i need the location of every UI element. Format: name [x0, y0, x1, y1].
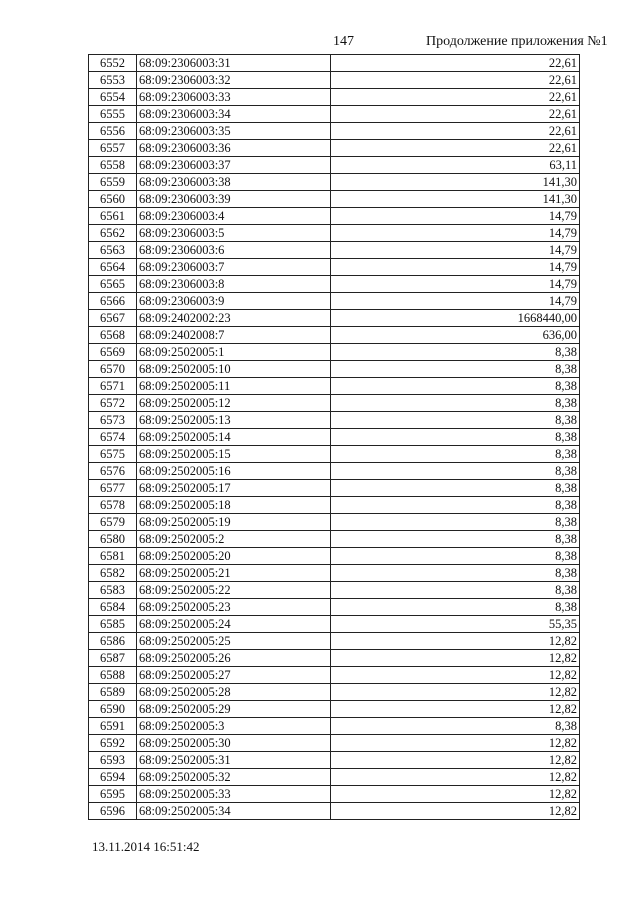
table-row — [89, 684, 580, 701]
cadastral-number-cell: 68:09:2502005:13 — [137, 412, 331, 429]
table-row — [89, 344, 580, 361]
row-number-cell: 6589 — [89, 684, 137, 701]
table-row — [89, 803, 580, 820]
value-cell: 8,38 — [331, 718, 580, 735]
row-number-cell: 6557 — [89, 140, 137, 157]
row-number-cell: 6585 — [89, 616, 137, 633]
value-cell: 14,79 — [331, 293, 580, 310]
table-row — [89, 395, 580, 412]
table-row — [89, 327, 580, 344]
value-cell: 12,82 — [331, 667, 580, 684]
row-number-cell: 6574 — [89, 429, 137, 446]
cadastral-number-cell: 68:09:2502005:19 — [137, 514, 331, 531]
cadastral-number-cell: 68:09:2502005:26 — [137, 650, 331, 667]
value-cell: 22,61 — [331, 106, 580, 123]
table-row — [89, 157, 580, 174]
table-row — [89, 769, 580, 786]
cadastral-number-cell: 68:09:2306003:36 — [137, 140, 331, 157]
row-number-cell: 6579 — [89, 514, 137, 531]
row-number-cell: 6569 — [89, 344, 137, 361]
table-row — [89, 786, 580, 803]
continuation-label: Продолжение приложения №1 — [426, 34, 608, 49]
row-number-cell: 6570 — [89, 361, 137, 378]
value-cell: 8,38 — [331, 446, 580, 463]
page-number: 147 — [333, 34, 354, 49]
value-cell: 8,38 — [331, 412, 580, 429]
print-timestamp: 13.11.2014 16:51:42 — [92, 839, 200, 854]
cadastral-number-cell: 68:09:2502005:29 — [137, 701, 331, 718]
cadastral-number-cell: 68:09:2502005:20 — [137, 548, 331, 565]
value-cell: 8,38 — [331, 463, 580, 480]
row-number-cell: 6594 — [89, 769, 137, 786]
value-cell: 12,82 — [331, 752, 580, 769]
table-row — [89, 752, 580, 769]
value-cell: 8,38 — [331, 429, 580, 446]
row-number-cell: 6560 — [89, 191, 137, 208]
value-cell: 14,79 — [331, 208, 580, 225]
cadastral-number-cell: 68:09:2502005:14 — [137, 429, 331, 446]
table-row — [89, 514, 580, 531]
row-number-cell: 6559 — [89, 174, 137, 191]
cadastral-number-cell: 68:09:2306003:33 — [137, 89, 331, 106]
row-number-cell: 6573 — [89, 412, 137, 429]
table-row — [89, 55, 580, 72]
cadastral-number-cell: 68:09:2306003:6 — [137, 242, 331, 259]
value-cell: 22,61 — [331, 72, 580, 89]
row-number-cell: 6568 — [89, 327, 137, 344]
cadastral-number-cell: 68:09:2306003:35 — [137, 123, 331, 140]
cadastral-number-cell: 68:09:2402002:23 — [137, 310, 331, 327]
cadastral-number-cell: 68:09:2502005:16 — [137, 463, 331, 480]
table-row — [89, 293, 580, 310]
table-row — [89, 191, 580, 208]
table-row — [89, 480, 580, 497]
table-row — [89, 72, 580, 89]
value-cell: 8,38 — [331, 378, 580, 395]
value-cell: 12,82 — [331, 786, 580, 803]
value-cell: 8,38 — [331, 344, 580, 361]
row-number-cell: 6582 — [89, 565, 137, 582]
row-number-cell: 6565 — [89, 276, 137, 293]
table-row — [89, 225, 580, 242]
row-number-cell: 6566 — [89, 293, 137, 310]
row-number-cell: 6576 — [89, 463, 137, 480]
row-number-cell: 6584 — [89, 599, 137, 616]
row-number-cell: 6563 — [89, 242, 137, 259]
row-number-cell: 6587 — [89, 650, 137, 667]
table-row — [89, 242, 580, 259]
row-number-cell: 6592 — [89, 735, 137, 752]
row-number-cell: 6581 — [89, 548, 137, 565]
table-row — [89, 701, 580, 718]
value-cell: 1668440,00 — [331, 310, 580, 327]
value-cell: 8,38 — [331, 361, 580, 378]
table-row — [89, 123, 580, 140]
cadastral-number-cell: 68:09:2502005:11 — [137, 378, 331, 395]
value-cell: 8,38 — [331, 599, 580, 616]
value-cell: 22,61 — [331, 55, 580, 72]
value-cell: 141,30 — [331, 174, 580, 191]
value-cell: 12,82 — [331, 684, 580, 701]
cadastral-number-cell: 68:09:2306003:34 — [137, 106, 331, 123]
table-row — [89, 310, 580, 327]
row-number-cell: 6595 — [89, 786, 137, 803]
cadastral-number-cell: 68:09:2502005:3 — [137, 718, 331, 735]
row-number-cell: 6577 — [89, 480, 137, 497]
value-cell: 14,79 — [331, 276, 580, 293]
cadastral-number-cell: 68:09:2306003:7 — [137, 259, 331, 276]
table-row — [89, 412, 580, 429]
value-cell: 8,38 — [331, 548, 580, 565]
row-number-cell: 6575 — [89, 446, 137, 463]
value-cell: 12,82 — [331, 735, 580, 752]
table-row — [89, 463, 580, 480]
cadastral-number-cell: 68:09:2502005:1 — [137, 344, 331, 361]
cadastral-number-cell: 68:09:2502005:22 — [137, 582, 331, 599]
value-cell: 141,30 — [331, 191, 580, 208]
cadastral-number-cell: 68:09:2402008:7 — [137, 327, 331, 344]
cadastral-number-cell: 68:09:2306003:4 — [137, 208, 331, 225]
table-row — [89, 735, 580, 752]
cadastral-number-cell: 68:09:2502005:25 — [137, 633, 331, 650]
row-number-cell: 6558 — [89, 157, 137, 174]
table-row — [89, 89, 580, 106]
cadastral-number-cell: 68:09:2502005:12 — [137, 395, 331, 412]
value-cell: 22,61 — [331, 140, 580, 157]
row-number-cell: 6554 — [89, 89, 137, 106]
row-number-cell: 6553 — [89, 72, 137, 89]
table-row — [89, 718, 580, 735]
value-cell: 8,38 — [331, 480, 580, 497]
row-number-cell: 6552 — [89, 55, 137, 72]
table-row — [89, 650, 580, 667]
value-cell: 14,79 — [331, 259, 580, 276]
table-row — [89, 361, 580, 378]
cadastral-number-cell: 68:09:2306003:31 — [137, 55, 331, 72]
row-number-cell: 6586 — [89, 633, 137, 650]
value-cell: 22,61 — [331, 89, 580, 106]
cadastral-number-cell: 68:09:2502005:24 — [137, 616, 331, 633]
cadastral-number-cell: 68:09:2306003:38 — [137, 174, 331, 191]
value-cell: 63,11 — [331, 157, 580, 174]
cadastral-number-cell: 68:09:2306003:37 — [137, 157, 331, 174]
table-row — [89, 582, 580, 599]
value-cell: 12,82 — [331, 769, 580, 786]
value-cell: 8,38 — [331, 497, 580, 514]
cadastral-number-cell: 68:09:2502005:28 — [137, 684, 331, 701]
cadastral-number-cell: 68:09:2502005:34 — [137, 803, 331, 820]
cadastral-number-cell: 68:09:2502005:32 — [137, 769, 331, 786]
cadastral-number-cell: 68:09:2502005:15 — [137, 446, 331, 463]
table-body — [89, 55, 580, 820]
table-row — [89, 208, 580, 225]
value-cell: 22,61 — [331, 123, 580, 140]
table-row — [89, 106, 580, 123]
table-row — [89, 633, 580, 650]
cadastral-number-cell: 68:09:2306003:39 — [137, 191, 331, 208]
cadastral-number-cell: 68:09:2502005:33 — [137, 786, 331, 803]
value-cell: 636,00 — [331, 327, 580, 344]
value-cell: 12,82 — [331, 650, 580, 667]
table-row — [89, 446, 580, 463]
table-row — [89, 616, 580, 633]
table-row — [89, 140, 580, 157]
row-number-cell: 6556 — [89, 123, 137, 140]
cadastral-number-cell: 68:09:2502005:27 — [137, 667, 331, 684]
value-cell: 12,82 — [331, 803, 580, 820]
row-number-cell: 6590 — [89, 701, 137, 718]
value-cell: 8,38 — [331, 514, 580, 531]
table-row — [89, 429, 580, 446]
row-number-cell: 6567 — [89, 310, 137, 327]
cadastral-number-cell: 68:09:2502005:10 — [137, 361, 331, 378]
cadastral-number-cell: 68:09:2502005:21 — [137, 565, 331, 582]
cadastral-number-cell: 68:09:2502005:23 — [137, 599, 331, 616]
cadastral-number-cell: 68:09:2306003:32 — [137, 72, 331, 89]
cadastral-number-cell: 68:09:2502005:17 — [137, 480, 331, 497]
value-cell: 14,79 — [331, 225, 580, 242]
value-cell: 8,38 — [331, 565, 580, 582]
cadastral-number-cell: 68:09:2502005:18 — [137, 497, 331, 514]
table-row — [89, 548, 580, 565]
row-number-cell: 6583 — [89, 582, 137, 599]
value-cell: 55,35 — [331, 616, 580, 633]
row-number-cell: 6593 — [89, 752, 137, 769]
row-number-cell: 6596 — [89, 803, 137, 820]
value-cell: 8,38 — [331, 531, 580, 548]
table-row — [89, 259, 580, 276]
row-number-cell: 6591 — [89, 718, 137, 735]
table-row — [89, 667, 580, 684]
value-cell: 12,82 — [331, 701, 580, 718]
cadastral-number-cell: 68:09:2502005:30 — [137, 735, 331, 752]
cadastral-number-cell: 68:09:2502005:31 — [137, 752, 331, 769]
value-cell: 8,38 — [331, 395, 580, 412]
cadastral-number-cell: 68:09:2306003:5 — [137, 225, 331, 242]
value-cell: 12,82 — [331, 633, 580, 650]
row-number-cell: 6580 — [89, 531, 137, 548]
value-cell: 14,79 — [331, 242, 580, 259]
table-row — [89, 378, 580, 395]
cadastral-number-cell: 68:09:2306003:9 — [137, 293, 331, 310]
cadastral-table — [88, 54, 580, 820]
table-row — [89, 497, 580, 514]
value-cell: 8,38 — [331, 582, 580, 599]
table-row — [89, 599, 580, 616]
table-row — [89, 174, 580, 191]
cadastral-number-cell: 68:09:2502005:2 — [137, 531, 331, 548]
table-row — [89, 531, 580, 548]
row-number-cell: 6571 — [89, 378, 137, 395]
cadastral-number-cell: 68:09:2306003:8 — [137, 276, 331, 293]
row-number-cell: 6562 — [89, 225, 137, 242]
row-number-cell: 6564 — [89, 259, 137, 276]
row-number-cell: 6578 — [89, 497, 137, 514]
row-number-cell: 6588 — [89, 667, 137, 684]
row-number-cell: 6572 — [89, 395, 137, 412]
row-number-cell: 6555 — [89, 106, 137, 123]
table-row — [89, 565, 580, 582]
table-row — [89, 276, 580, 293]
row-number-cell: 6561 — [89, 208, 137, 225]
